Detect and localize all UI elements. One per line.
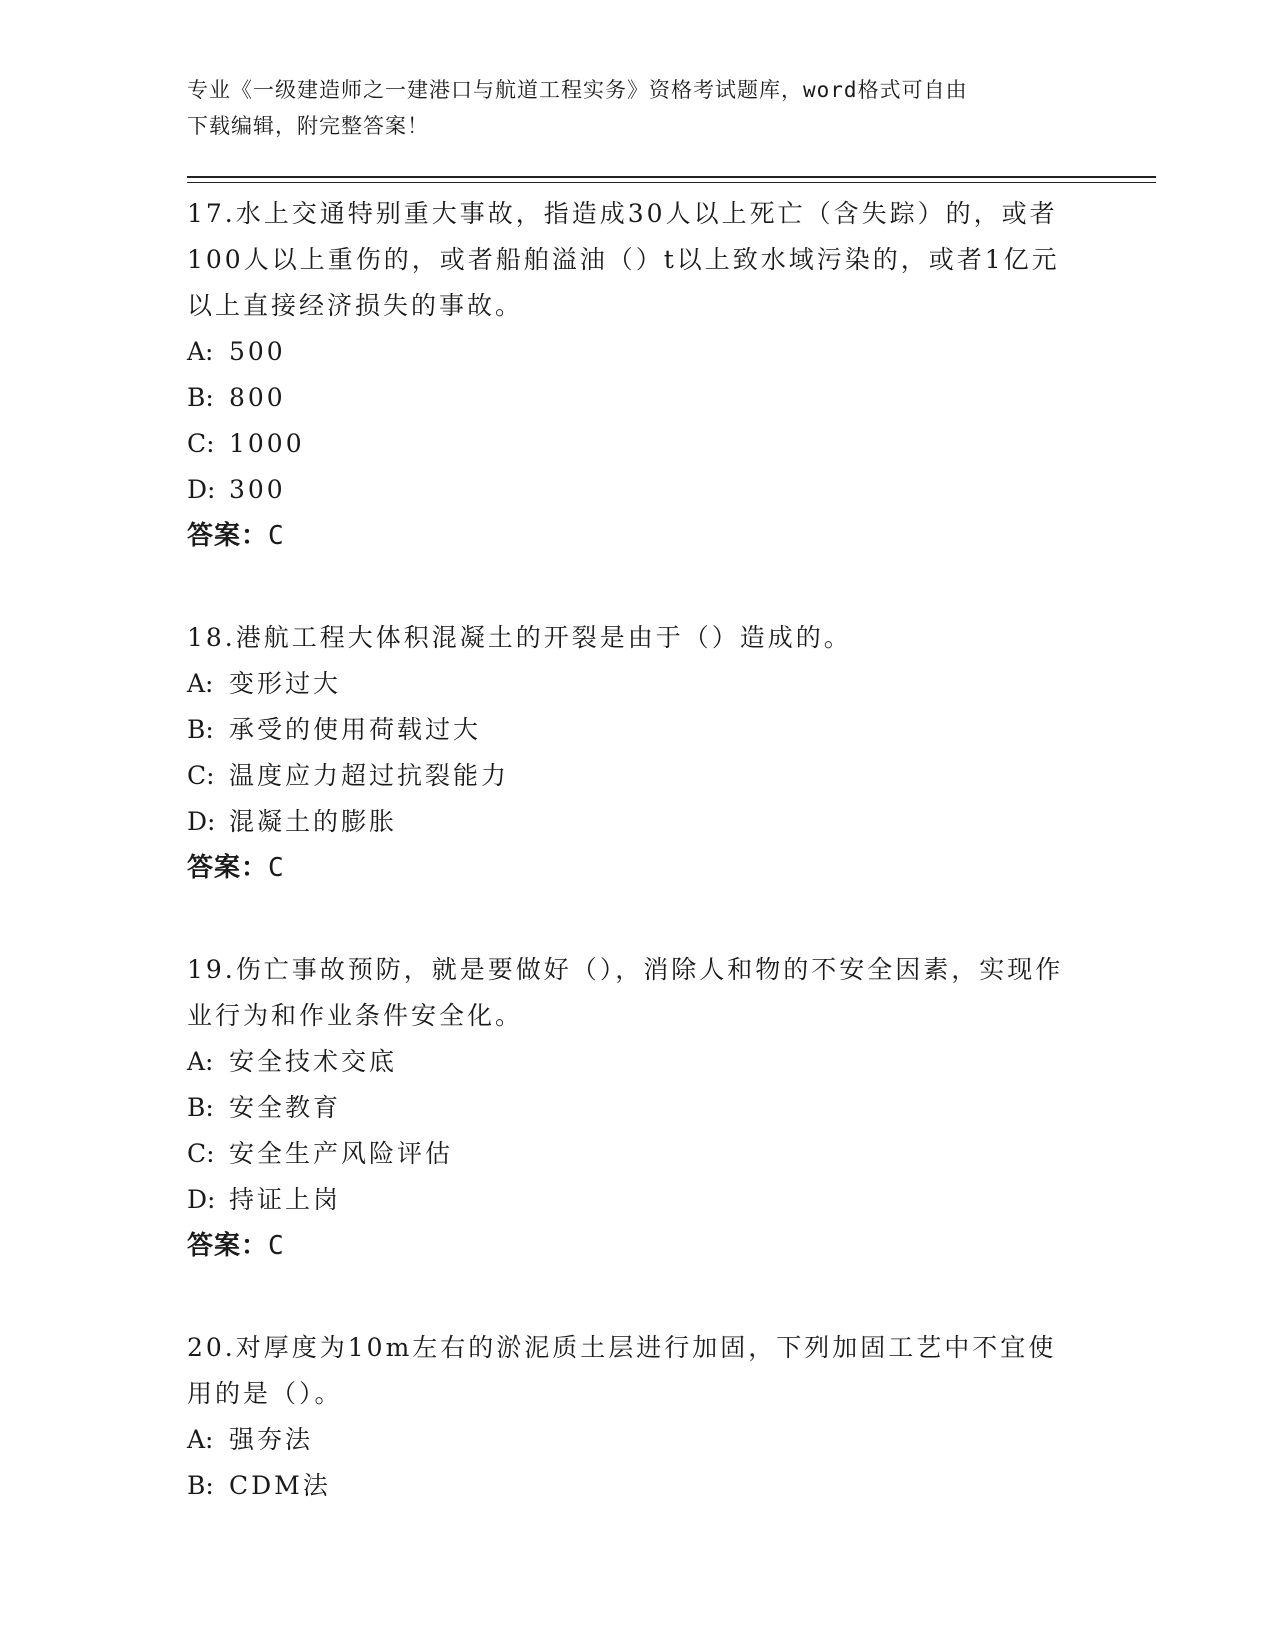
- header-rule-thin: [187, 182, 1156, 183]
- answer-line: [187, 513, 1087, 559]
- question-text: 18.港航工程大体积混凝土的开裂是由于（）造成的。: [187, 623, 852, 652]
- option-text: 1000: [229, 429, 305, 458]
- question-18: [187, 611, 1087, 891]
- question-17: [187, 187, 1087, 559]
- option-text: 持证上岗: [229, 1185, 342, 1214]
- option-a: [187, 1039, 1087, 1085]
- option-letter: B:: [187, 715, 214, 744]
- option-a: [187, 329, 1087, 375]
- option-letter: D:: [187, 807, 216, 836]
- answer-line: [187, 845, 1087, 891]
- question-20: [187, 1321, 1087, 1509]
- option-letter: C:: [187, 429, 215, 458]
- header-rule-thick: [187, 176, 1156, 178]
- question-text: 20.对厚度为10m左右的淤泥质土层进行加固，下列加固工艺中不宜使用的是（）。: [187, 1333, 1057, 1408]
- option-c: [187, 1131, 1087, 1177]
- option-b: [187, 707, 1087, 753]
- option-c: [187, 421, 1087, 467]
- option-letter: B:: [187, 1471, 214, 1500]
- answer-value: C: [268, 853, 285, 883]
- question-list: [187, 187, 1087, 1509]
- answer-label: 答案：: [187, 1231, 269, 1261]
- option-a: [187, 1417, 1087, 1463]
- option-text: 安全技术交底: [229, 1047, 398, 1076]
- option-letter: B:: [187, 383, 214, 412]
- option-text: 300: [229, 475, 286, 504]
- option-d: [187, 467, 1087, 513]
- option-letter: A:: [187, 669, 214, 698]
- header-line-1: 专业《一级建造师之一建港口与航道工程实务》资格考试题库，word格式可自由: [187, 78, 968, 102]
- option-b: [187, 375, 1087, 421]
- option-letter: C:: [187, 761, 215, 790]
- option-letter: B:: [187, 1093, 214, 1122]
- option-text: 安全生产风险评估: [229, 1139, 454, 1168]
- option-b: [187, 1463, 1087, 1509]
- option-text: 强夯法: [229, 1425, 314, 1454]
- option-letter: D:: [187, 1185, 216, 1214]
- option-c: [187, 753, 1087, 799]
- option-text: 800: [229, 383, 286, 412]
- option-text: 变形过大: [229, 669, 342, 698]
- option-a: [187, 661, 1087, 707]
- option-text: 温度应力超过抗裂能力: [229, 761, 510, 790]
- option-letter: D:: [187, 475, 216, 504]
- option-letter: A:: [187, 1425, 214, 1454]
- option-letter: A:: [187, 1047, 214, 1076]
- option-text: 安全教育: [229, 1093, 342, 1122]
- option-text: CDM法: [229, 1471, 331, 1500]
- document-header: [187, 72, 1067, 144]
- option-b: [187, 1085, 1087, 1131]
- option-text: 承受的使用荷载过大: [229, 715, 482, 744]
- question-text: 19.伤亡事故预防，就是要做好（），消除人和物的不安全因素，实现作业行为和作业条件安全化。: [187, 955, 1064, 1030]
- option-text: 500: [229, 337, 286, 366]
- option-d: [187, 1177, 1087, 1223]
- option-letter: C:: [187, 1139, 215, 1168]
- answer-value: C: [268, 521, 285, 551]
- option-text: 混凝土的膨胀: [229, 807, 398, 836]
- answer-value: C: [268, 1231, 285, 1261]
- answer-label: 答案：: [187, 853, 269, 883]
- question-text: 17.水上交通特别重大事故，指造成30人以上死亡（含失踪）的，或者100人以上重伤的，或者船舶溢油（）t以上致水域污染的，或者1亿元以上直接经济损失的事故。: [187, 199, 1060, 320]
- question-19: [187, 943, 1087, 1269]
- answer-label: 答案：: [187, 521, 269, 551]
- answer-line: [187, 1223, 1087, 1269]
- header-line-2: 下载编辑，附完整答案！: [187, 114, 429, 138]
- option-letter: A:: [187, 337, 214, 366]
- option-d: [187, 799, 1087, 845]
